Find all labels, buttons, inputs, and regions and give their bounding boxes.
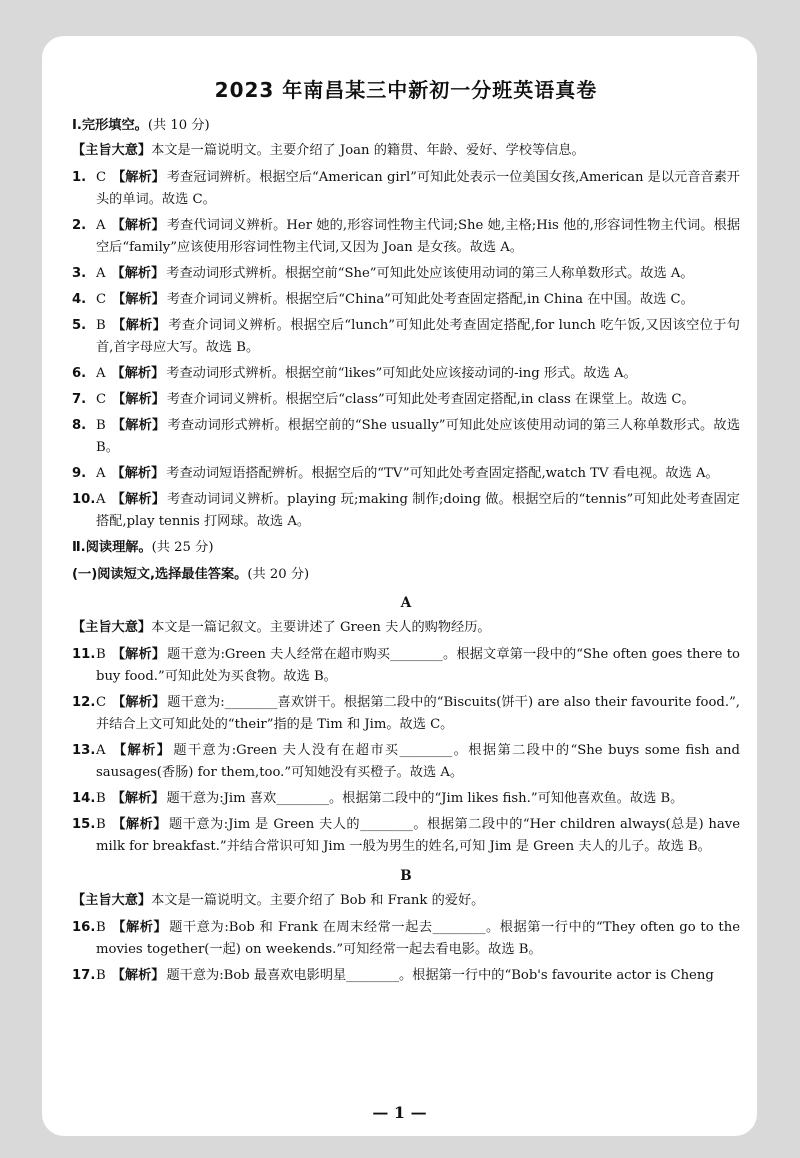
item-number: 16. [72,920,96,935]
item-body [96,489,740,533]
item-number: 10. [72,492,96,507]
item-number: 7. [72,392,87,407]
item-number: 5. [72,318,87,333]
summary-text: 本文是一篇说明文。主要介绍了 Joan 的籍贯、年龄、爱好、学校等信息。 [151,143,585,158]
answer-item [72,215,740,259]
answer-letter: A [96,492,106,507]
answer-letter: C [96,292,107,307]
item-body [96,740,740,784]
item-body [96,463,740,485]
answer-letter: A [96,466,106,481]
item-body [96,692,740,736]
item-body [96,289,740,311]
document-page [42,36,757,1136]
answer-item [72,489,740,533]
analysis-text: 题干意为:Green 夫人经常在超市购买________。根据文章第一段中的“She often goes there to buy food.”可知此处为买食物。故选 B。 [96,647,741,684]
answer-item [72,917,740,961]
summary-text: 本文是一篇说明文。主要介绍了 Bob 和 Frank 的爱好。 [151,893,485,908]
section-1-summary [72,140,740,161]
analysis-text: 考查动词短语搭配辨析。根据空后的“TV”可知此处考查固定搭配,watch TV 看电视。故选 A。 [166,466,719,481]
answer-letter: C [96,695,107,710]
summary-label: 【主旨大意】 [72,893,152,908]
analysis-text: 考查冠词辨析。根据空后“American girl”可知此处表示一位美国女孩,American 是以元音音素开头的单词。故选 C。 [96,170,740,207]
part-a-answer-list [72,644,740,858]
analysis-text: 考查动词形式辨析。根据空前“likes”可知此处应该接动词的-ing 形式。故选 A。 [166,366,637,381]
answer-item [72,415,740,459]
answer-letter: B [96,418,106,433]
answer-letter: B [96,647,106,662]
answer-letter: B [96,920,106,935]
analysis-tag: 【解析】 [111,266,165,281]
answer-letter: C [96,170,107,185]
answer-letter: B [96,791,106,806]
item-number: 14. [72,791,96,806]
analysis-tag: 【解析】 [111,743,172,758]
item-number: 12. [72,695,96,710]
answer-item [72,965,740,987]
answer-letter: B [96,318,106,333]
analysis-tag: 【解析】 [111,418,166,433]
item-number: 8. [72,418,87,433]
answer-letter: A [96,743,106,758]
item-number: 13. [72,743,96,758]
section-2-points: (共 25 分) [151,540,214,555]
item-body [96,263,740,285]
section-2-sub-heading [72,564,740,585]
analysis-tag: 【解析】 [111,968,165,983]
part-b-answer-list [72,917,740,987]
answer-item [72,463,740,485]
answer-item [72,363,740,385]
item-body [96,788,740,810]
answer-item [72,788,740,810]
answer-item [72,263,740,285]
answer-letter: C [96,392,107,407]
answer-item [72,389,740,411]
item-number: 4. [72,292,87,307]
item-body [96,315,740,359]
analysis-text: 考查动词词义辨析。playing 玩;making 制作;doing 做。根据空后的“tennis”可知此处考查固定搭配,play tennis 打网球。故选 A。 [96,492,740,529]
analysis-tag: 【解析】 [111,492,166,507]
part-a-heading: A [400,595,412,611]
item-body [96,917,740,961]
item-number: 2. [72,218,87,233]
item-number: 6. [72,366,87,381]
item-body [96,363,740,385]
answer-item [72,814,740,858]
analysis-text: 考查动词形式辨析。根据空前的“She usually”可知此处应该使用动词的第三人称单数形式。故选 B。 [96,418,741,455]
section-2-sub-points: (共 20 分) [247,567,310,582]
answer-item [72,644,740,688]
item-number: 3. [72,266,87,281]
analysis-tag: 【解析】 [111,466,165,481]
item-body [96,215,740,259]
item-number: 1. [72,170,87,185]
analysis-text: 题干意为:Bob 和 Frank 在周末经常一起去________。根据第一行中的“They often go to the movies together(一起) on weekends.”可知经常一起去看电影。故选 B。 [96,920,740,957]
summary-text: 本文是一篇记叙文。主要讲述了 Green 夫人的购物经历。 [151,620,491,635]
analysis-text: 题干意为:Jim 是 Green 夫人的________。根据第二段中的“Her children always(总是) have milk for breakfast.”并结合常识可知 Jim 一般为男生的姓名,可知 Jim 是 Green 夫人的儿子。故选 B。 [96,817,741,854]
analysis-tag: 【解析】 [112,392,165,407]
summary-label: 【主旨大意】 [72,143,152,158]
analysis-text: 题干意为:Bob 最喜欢电影明星________。根据第一行中的“Bob's favourite actor is Cheng [166,968,714,983]
item-body [96,389,740,411]
page-number: — 1 — [372,1103,427,1122]
item-body [96,167,740,211]
part-b-heading: B [400,868,412,884]
analysis-tag: 【解析】 [112,695,166,710]
analysis-text: 考查介词词义辨析。根据空后“class”可知此处考查固定搭配,in class 在课堂上。故选 C。 [166,392,695,407]
summary-label: 【主旨大意】 [72,620,152,635]
analysis-text: 考查代词词义辨析。Her 她的,形容词性物主代词;She 她,主格;His 他的,形容词性物主代词。根据空后“family”应该使用形容词性物主代词,又因为 Joan 是女孩。故选 A。 [96,218,741,255]
answer-item [72,692,740,736]
item-body [96,814,740,858]
answer-item [72,740,740,784]
page-title: 2023 年南昌某三中新初一分班英语真卷 [214,78,598,102]
analysis-tag: 【解析】 [111,366,165,381]
item-number: 17. [72,968,96,983]
analysis-tag: 【解析】 [111,817,168,832]
section-1-points: (共 10 分) [147,118,210,133]
analysis-tag: 【解析】 [111,647,166,662]
answer-letter: B [96,817,106,832]
answer-letter: A [96,366,106,381]
analysis-text: 考查动词形式辨析。根据空前“She”可知此处应该使用动词的第三人称单数形式。故选 A。 [166,266,694,281]
answer-item [72,167,740,211]
analysis-tag: 【解析】 [111,791,165,806]
item-number: 9. [72,466,87,481]
analysis-tag: 【解析】 [112,170,165,185]
item-body [96,644,740,688]
page-content [72,74,740,991]
section-2-heading [72,537,740,558]
answer-letter: A [96,266,106,281]
section-1-heading [72,115,740,136]
section-2-sub-label: (一)阅读短文,选择最佳答案。 [72,567,248,582]
item-number: 15. [72,817,96,832]
part-b-summary [72,890,740,911]
analysis-tag: 【解析】 [111,218,165,233]
analysis-text: 考查介词词义辨析。根据空后“China”可知此处考查固定搭配,in China 在中国。故选 C。 [166,292,694,307]
analysis-text: 考查介词词义辨析。根据空后“lunch”可知此处考查固定搭配,for lunch 吃午饭,又因该空位于句首,首字母应大写。故选 B。 [96,318,740,355]
analysis-text: 题干意为:________喜欢饼干。根据第二段中的“Biscuits(饼干) are also their favourite food.”,并结合上文可知此处的“their”指的是 Tim 和 Jim。故选 C。 [96,695,741,732]
analysis-tag: 【解析】 [111,920,168,935]
analysis-text: 题干意为:Green 夫人没有在超市买________。根据第二段中的“She buys some fish and sausages(香肠) for them,too.”可知她没有买橙子。故选 A。 [96,743,740,780]
cloze-answer-list [72,167,740,533]
item-body [96,965,740,987]
part-a-summary [72,617,740,638]
analysis-text: 题干意为:Jim 喜欢________。根据第二段中的“Jim likes fish.”可知他喜欢鱼。故选 B。 [166,791,684,806]
answer-item [72,289,740,311]
analysis-tag: 【解析】 [112,292,165,307]
item-body [96,415,740,459]
item-number: 11. [72,647,96,662]
answer-item [72,315,740,359]
answer-letter: B [96,968,106,983]
section-1-label: Ⅰ.完形填空。 [72,118,148,133]
analysis-tag: 【解析】 [111,318,167,333]
section-2-label: Ⅱ.阅读理解。 [72,540,152,555]
answer-letter: A [96,218,106,233]
